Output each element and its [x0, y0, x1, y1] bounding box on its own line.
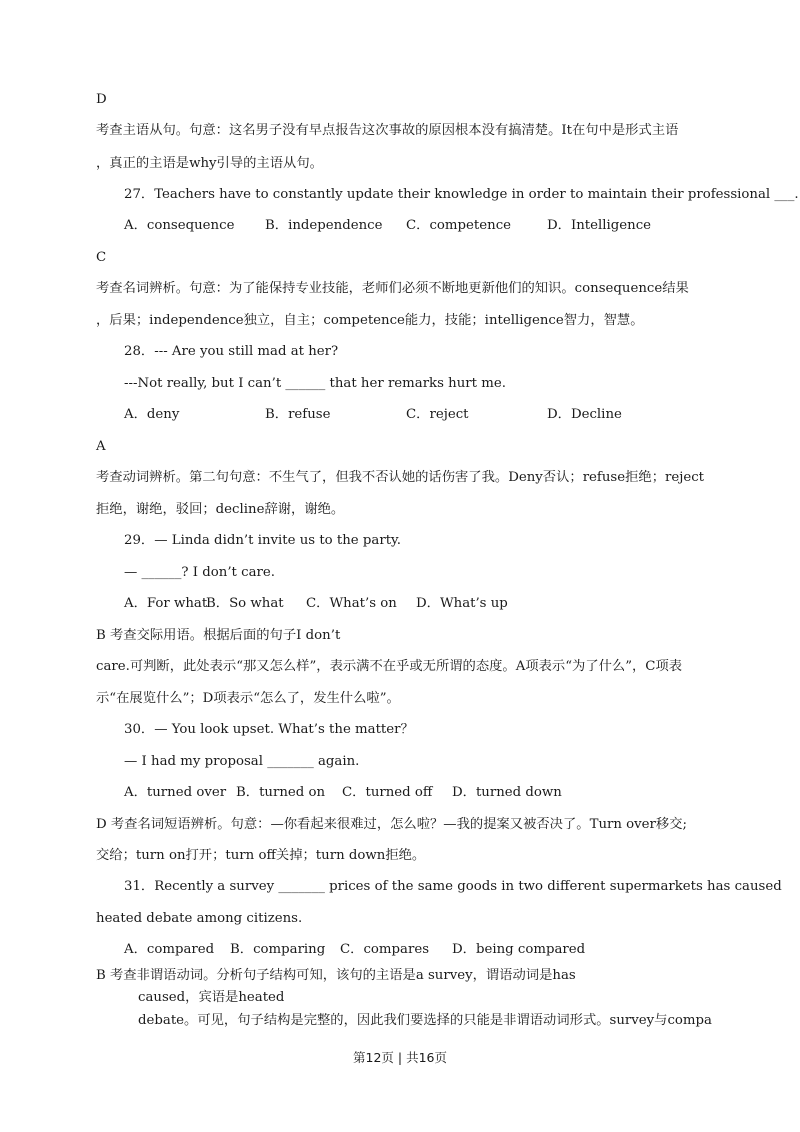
option-d: D．What’s up [416, 596, 508, 611]
explanation-26-line1: 考查主语从句。句意：这名男子没有早点报告这次事故的原因根本没有搞清楚。It在句中是形式主语 [96, 123, 679, 138]
option-c: C．What’s on [306, 596, 397, 611]
answer-28: A [96, 439, 106, 454]
option-c: C．reject [406, 407, 469, 422]
option-d: D．Intelligence [547, 218, 652, 233]
explanation-28-line2: 拒绝，谢绝，驳回；decline辞谢，谢绝。 [96, 502, 345, 517]
explanation-31-line3: debate。可见，句子结构是完整的，因此我们要选择的只能是非谓语动词形式。survey与compa [138, 1013, 712, 1028]
question-27-options [124, 217, 651, 235]
question-28-line1: 28．--- Are you still mad at her? [124, 344, 339, 359]
question-30-line1: 30．— You look upset. What’s the matter？ [124, 722, 414, 737]
question-31-options [124, 941, 585, 959]
explanation-27-line1: 考查名词辨析。句意：为了能保持专业技能，老师们必须不断地更新他们的知识。consequence结果 [96, 281, 689, 296]
answer-26: D [96, 92, 107, 107]
question-30-line2: — I had my proposal _______ again. [124, 754, 360, 769]
option-c: C．competence [406, 218, 512, 233]
option-a: A．consequence [124, 218, 235, 233]
option-c: C．compares [340, 942, 430, 957]
page-number-footer: 第12页 | 共16页 [353, 1050, 447, 1065]
answer-30-line1: D 考查名词短语辨析。句意：—你看起来很难过，怎么啦？—我的提案又被否决了。Turn over移交; [96, 817, 687, 832]
explanation-30-line2: 交给；turn on打开；turn off关掉；turn down拒绝。 [96, 848, 426, 863]
option-a: A．compared [124, 942, 215, 957]
question-29-options [124, 595, 508, 613]
option-a: A．turned over [124, 785, 227, 800]
question-31-line1: 31．Recently a survey _______ prices of the same goods in two different supermarkets has caused [124, 879, 782, 894]
option-a: A．deny [124, 407, 180, 422]
question-29-line2: — ______? I don’t care. [124, 565, 275, 580]
answer-29-line1: B 考查交际用语。根据后面的句子I don’t [96, 628, 341, 643]
explanation-29-line2: care.可判断，此处表示“那又怎么样”，表示满不在乎或无所谓的态度。A项表示“为了什么”，C项表 [96, 659, 683, 674]
explanation-29-line3: 示“在展览什么”；D项表示“怎么了，发生什么啦”。 [96, 691, 400, 706]
option-d: D．turned down [452, 785, 562, 800]
explanation-28-line1: 考查动词辨析。第二句句意：不生气了，但我不否认她的话伤害了我。Deny否认；refuse拒绝；reject [96, 470, 704, 485]
question-31-line2: heated debate among citizens. [96, 911, 303, 926]
answer-27: C [96, 250, 107, 265]
option-b: B．refuse [265, 407, 331, 422]
option-a: A．For what [124, 596, 208, 611]
option-b: B．comparing [230, 942, 326, 957]
explanation-26-line2: ，真正的主语是why引导的主语从句。 [96, 156, 323, 171]
question-28-line2: ---Not really, but I can’t ______ that her remarks hurt me. [124, 376, 506, 391]
option-b: B．independence [265, 218, 383, 233]
option-b: B．turned on [236, 785, 326, 800]
explanation-31-line2: caused，宾语是heated [138, 990, 285, 1005]
question-29-line1: 29．— Linda didn’t invite us to the party. [124, 533, 402, 548]
explanation-27-line2: ，后果；independence独立，自主；competence能力，技能；intelligence智力，智慧。 [96, 313, 644, 328]
option-d: D．being compared [452, 942, 586, 957]
option-c: C．turned off [342, 785, 433, 800]
answer-31-line1: B 考查非谓语动词。分析句子结构可知，该句的主语是a survey，谓语动词是has [96, 968, 576, 983]
question-28-options [124, 406, 622, 424]
option-b: B．So what [206, 596, 284, 611]
option-d: D．Decline [547, 407, 622, 422]
question-30-options [124, 784, 562, 802]
question-27: 27．Teachers have to constantly update their knowledge in order to maintain their professional ___. [124, 187, 799, 202]
